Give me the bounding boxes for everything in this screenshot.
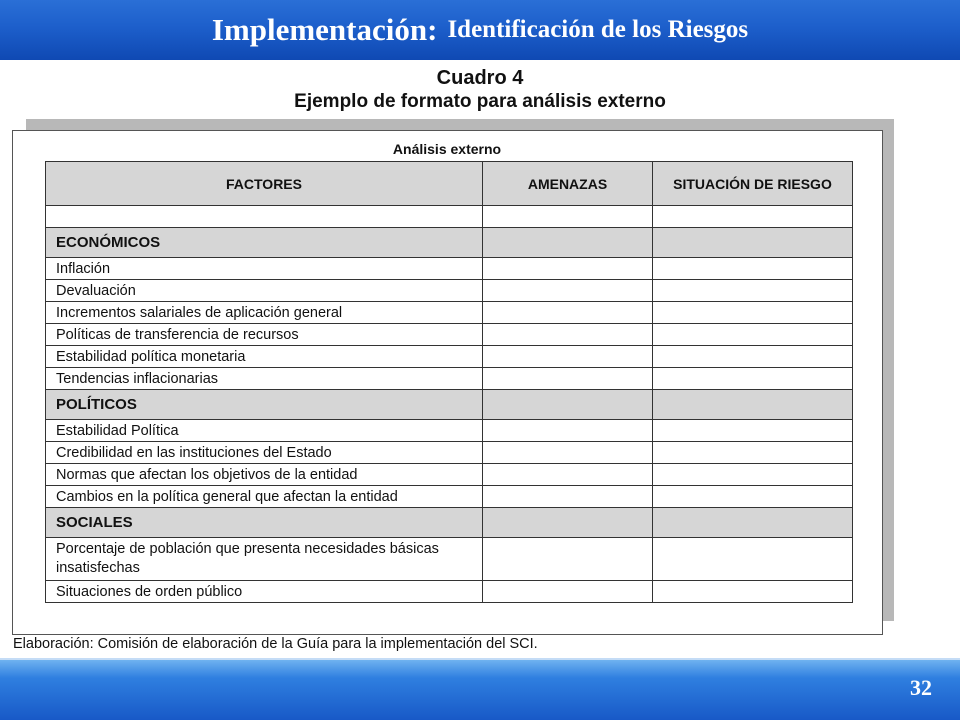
section-title: SOCIALES (46, 508, 483, 538)
page-number: 32 (910, 675, 932, 700)
slide-title-sub: Identificación de los Riesgos (447, 16, 749, 43)
factor-cell: Normas que afectan los objetivos de la entidad (46, 464, 483, 486)
factor-cell: Estabilidad Política (46, 420, 483, 442)
section-title: POLÍTICOS (46, 390, 483, 420)
section-row-sociales (46, 508, 853, 538)
table-row (46, 442, 853, 464)
section-title: ECONÓMICOS (46, 228, 483, 258)
column-header-factores: FACTORES (46, 162, 483, 206)
column-header-amenazas: AMENAZAS (483, 162, 653, 206)
table-row (46, 486, 853, 508)
slide-title-main: Implementación: (211, 12, 438, 47)
section-row-politicos (46, 390, 853, 420)
document-heading-number: Cuadro 4 (436, 67, 524, 89)
table-row (46, 464, 853, 486)
table-row (46, 581, 853, 603)
document-heading-title: Ejemplo de formato para análisis externo (294, 91, 666, 112)
slide-footer-bar (0, 660, 960, 720)
source-footnote: Elaboración: Comisión de elaboración de la Guía para la implementación del SCI. (13, 636, 538, 652)
factor-cell: Situaciones de orden público (46, 581, 483, 603)
factor-cell: Cambios en la política general que afectan la entidad (46, 486, 483, 508)
table-row (46, 420, 853, 442)
table-row-blank (46, 206, 853, 228)
factor-cell: Credibilidad en las instituciones del Estado (46, 442, 483, 464)
table-row (46, 324, 853, 346)
factor-cell: Incrementos salariales de aplicación general (46, 302, 483, 324)
factor-cell: Tendencias inflacionarias (46, 368, 483, 390)
factor-cell: Políticas de transferencia de recursos (46, 324, 483, 346)
factor-cell: Porcentaje de población que presenta necesidades básicas insatisfechas (46, 538, 483, 581)
table-row (46, 258, 853, 280)
document-heading (0, 66, 960, 113)
table-title: Análisis externo (392, 141, 502, 157)
factor-cell: Estabilidad política monetaria (46, 346, 483, 368)
table-row (46, 302, 853, 324)
section-row-economicos (46, 228, 853, 258)
analysis-table (45, 161, 853, 603)
factor-cell: Inflación (46, 258, 483, 280)
table-row (46, 346, 853, 368)
table-row (46, 368, 853, 390)
column-header-situacion: SITUACIÓN DE RIESGO (653, 162, 853, 206)
table-row (46, 280, 853, 302)
factor-cell: Devaluación (46, 280, 483, 302)
table-row (46, 538, 853, 581)
slide-title-bar (0, 0, 960, 60)
table-header-row (46, 162, 853, 206)
